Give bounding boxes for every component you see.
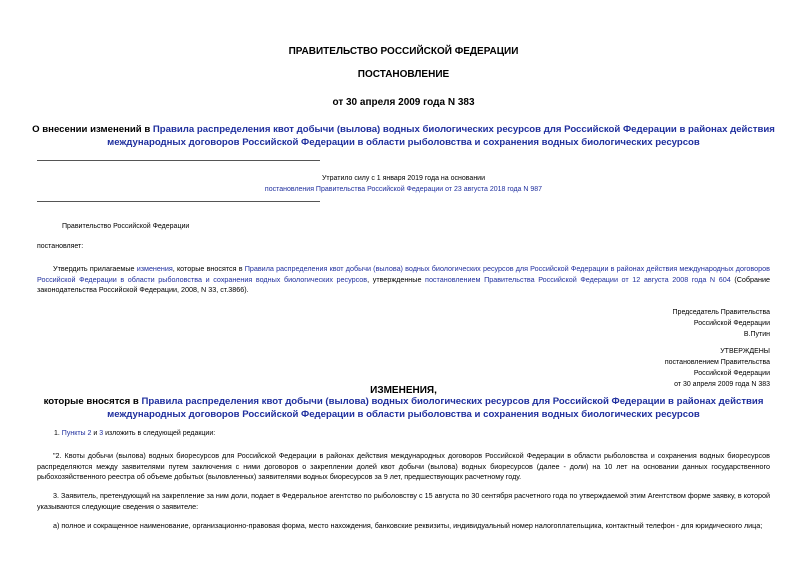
title-prefix: О внесении изменений в xyxy=(32,124,153,135)
document-title xyxy=(30,124,777,149)
approved-line-2: постановлением Правительства xyxy=(664,359,770,366)
point-3-link[interactable]: 3 xyxy=(99,430,104,437)
item-1-number: 1. xyxy=(54,430,62,437)
separator-bottom xyxy=(37,201,320,202)
title-rules-link[interactable]: Правила распределения квот добычи (вылова) водных биологических ресурсов для Российской Федерации в районах действия международных договоров Российской Федерации в области рыболовства и сохранения водных биологических ресурсов xyxy=(107,124,775,148)
points-2-link[interactable]: Пункты 2 xyxy=(61,430,92,437)
status-line: Утратило силу с 1 января 2019 года на основании xyxy=(321,175,486,182)
paragraph-3: 3. Заявитель, претендующий на закрепление за ним доли, подает в Федеральное агентство по рыболовству с 15 августа по 30 сентября расчетного года по утверждаемой этим Агентством форме заявку, в которой указываются следующие сведения о заявителе: xyxy=(37,491,770,511)
p1-text-b: , которые вносятся в xyxy=(172,264,245,273)
changes-rules-link[interactable]: Правила распределения квот добычи (вылова) водных биологических ресурсов для Российской Федерации в районах действия международных договоров Российской Федерации в области рыболовства и сохранения водных биологических ресурсов xyxy=(107,396,764,420)
approved-block xyxy=(665,346,770,390)
approved-line-1: УТВЕРЖДЕНЫ xyxy=(720,348,770,355)
p1-text-c: , утвержденные xyxy=(367,274,426,284)
changes-link[interactable]: изменения xyxy=(136,264,173,273)
item-1 xyxy=(54,430,215,437)
decides-line: постановляет: xyxy=(37,243,84,250)
signature-block xyxy=(673,307,770,340)
approved-line-4: от 30 апреля 2009 года N 383 xyxy=(674,381,770,388)
p1-text-a: Утвердить прилагаемые xyxy=(53,264,137,273)
government-header: ПРАВИТЕЛЬСТВО РОССИЙСКОЙ ФЕДЕРАЦИИ xyxy=(288,46,519,57)
changes-heading: ИЗМЕНЕНИЯ, xyxy=(370,385,437,396)
status-link-line xyxy=(200,186,607,193)
government-line: Правительство Российской Федерации xyxy=(62,223,190,230)
decree-604-link[interactable]: постановлением Правительства Российской Федерации от 12 августа 2008 года N 604 xyxy=(425,274,731,284)
signature-name: В.Путин xyxy=(743,331,770,338)
changes-sub-prefix: которые вносятся в xyxy=(43,396,142,407)
item-1-rest: изложить в следующей редакции: xyxy=(103,430,216,437)
rules-link[interactable]: Правила распределения квот добычи (вылова) водных биологических ресурсов для Российской Федерации в районах действия международных договоров Российской Федерации в области рыболовства и сохранения водных биологических ресурсов xyxy=(37,264,770,284)
item-1-and: и xyxy=(91,430,100,437)
approved-line-3: Российской Федерации xyxy=(693,370,770,377)
paragraph-2: "2. Квоты добычи (вылова) водных биоресурсов для Российской Федерации в районах действия международных договоров Российской Федерации в области рыболовства и сохранения водных биоресурсов распределяются между заявителями путем заключения с ними договоров о закреплении долей квот добычи (вылова) водных биоресурсов (далее - доли) на 10 лет на основании данных государственного рыбохозяйственного реестра об объеме добытых (выловленных) заявителями водных биоресурсов за 9 лет, предшествующих расчетному году. xyxy=(37,451,770,482)
paragraph-4: а) полное и сокращенное наименование, организационно-правовая форма, место нахождения, банковские реквизиты, индивидуальный номер налогоплательщика, контактный телефон - для юридического лица; xyxy=(53,521,763,530)
repeal-decree-link[interactable]: постановления Правительства Российской Федерации от 23 августа 2018 года N 987 xyxy=(264,186,543,193)
p1-text-d: (Собрание законодательства Российской Федерации, 2008, N 33, ст.3866). xyxy=(37,274,770,295)
changes-subheading xyxy=(40,396,767,421)
signature-position-2: Российской Федерации xyxy=(693,320,770,327)
signature-position-1: Председатель Правительства xyxy=(672,309,770,316)
doc-type: ПОСТАНОВЛЕНИЕ xyxy=(357,69,450,80)
separator-top xyxy=(37,160,320,161)
doc-date-number: от 30 апреля 2009 года N 383 xyxy=(332,97,475,108)
paragraph-approve xyxy=(37,264,770,296)
